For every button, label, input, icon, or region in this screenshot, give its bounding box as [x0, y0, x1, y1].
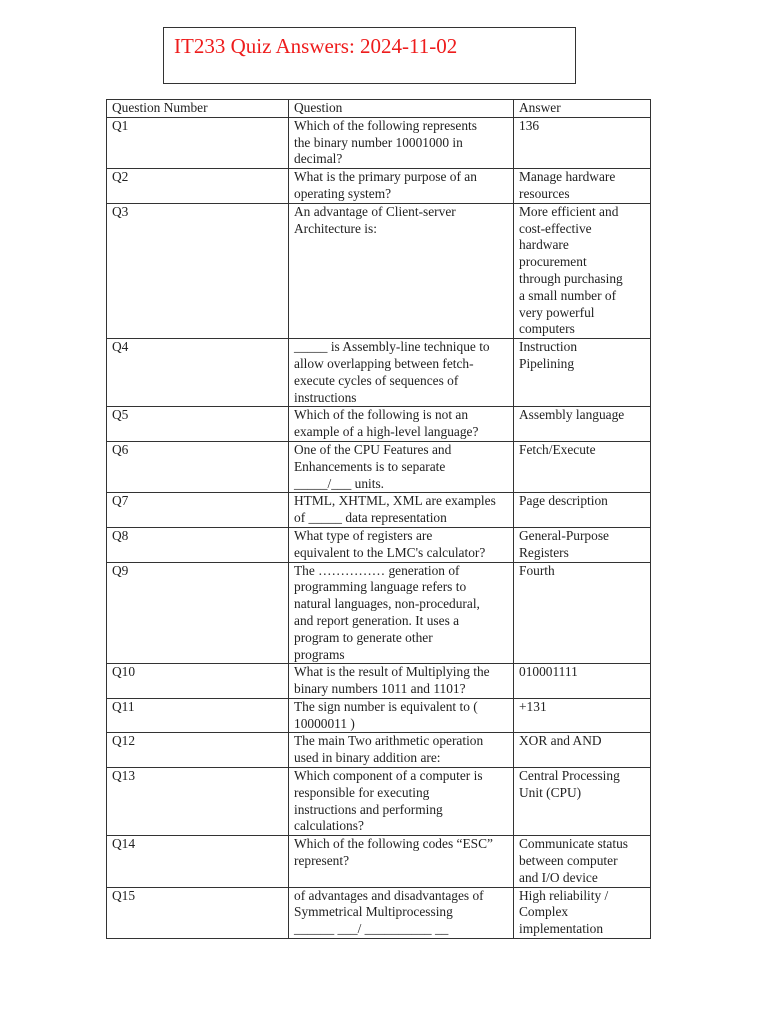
question-cell: What type of registers are equivalent to the LMC's calculator?: [289, 527, 514, 562]
table-row: [107, 339, 651, 407]
question-number-cell: Q9: [107, 562, 289, 664]
answer-cell: Fetch/Execute: [514, 441, 651, 492]
table-row: [107, 664, 651, 699]
question-number-cell: Q10: [107, 664, 289, 699]
question-number-cell: Q15: [107, 887, 289, 938]
answer-cell: High reliability / Complex implementation: [514, 887, 651, 938]
question-cell: HTML, XHTML, XML are examples of _____ data representation: [289, 493, 514, 528]
answer-cell: +131: [514, 698, 651, 733]
table-row: [107, 768, 651, 836]
question-number-cell: Q12: [107, 733, 289, 768]
question-number-cell: Q7: [107, 493, 289, 528]
question-cell: The sign number is equivalent to ( 10000011 ): [289, 698, 514, 733]
answer-cell: Assembly language: [514, 407, 651, 442]
question-number-cell: Q8: [107, 527, 289, 562]
question-cell: Which of the following represents the binary number 10001000 in decimal?: [289, 117, 514, 168]
question-number-cell: Q5: [107, 407, 289, 442]
table-row: [107, 836, 651, 887]
answer-cell: Page description: [514, 493, 651, 528]
question-number-cell: Q4: [107, 339, 289, 407]
answer-cell: Manage hardware resources: [514, 169, 651, 204]
answer-cell: More efficient and cost-effective hardware procurement through purchasing a small number of very powerful computers: [514, 203, 651, 338]
question-number-cell: Q14: [107, 836, 289, 887]
title-box: [163, 27, 576, 84]
table-row: [107, 527, 651, 562]
table-row: [107, 698, 651, 733]
question-cell: An advantage of Client-server Architecture is:: [289, 203, 514, 338]
answer-cell: Central Processing Unit (CPU): [514, 768, 651, 836]
answer-cell: XOR and AND: [514, 733, 651, 768]
question-cell: of advantages and disadvantages of Symmetrical Multiprocessing ______ ___/ __________ __: [289, 887, 514, 938]
table-row: [107, 887, 651, 938]
question-cell: What is the result of Multiplying the binary numbers 1011 and 1101?: [289, 664, 514, 699]
table-row: [107, 169, 651, 204]
answer-cell: Fourth: [514, 562, 651, 664]
answer-cell: Instruction Pipelining: [514, 339, 651, 407]
table-row: [107, 407, 651, 442]
table-row: [107, 562, 651, 664]
question-cell: _____ is Assembly-line technique to allow overlapping between fetch- execute cycles of sequences of instructions: [289, 339, 514, 407]
question-cell: Which of the following is not an example of a high-level language?: [289, 407, 514, 442]
table-row: [107, 441, 651, 492]
question-number-cell: Q13: [107, 768, 289, 836]
question-cell: The main Two arithmetic operation used in binary addition are:: [289, 733, 514, 768]
question-cell: What is the primary purpose of an operating system?: [289, 169, 514, 204]
question-number-cell: Q6: [107, 441, 289, 492]
table-header-row: [107, 100, 651, 118]
answer-cell: General-Purpose Registers: [514, 527, 651, 562]
table-row: [107, 733, 651, 768]
question-number-cell: Q3: [107, 203, 289, 338]
document-title: IT233 Quiz Answers: 2024-11-02: [174, 34, 458, 58]
answer-cell: 010001111: [514, 664, 651, 699]
header-answer: Answer: [514, 100, 651, 118]
question-number-cell: Q11: [107, 698, 289, 733]
answer-cell: 136: [514, 117, 651, 168]
question-cell: The …………… generation of programming language refers to natural languages, non-procedural, and report generation. It uses a program to generate other programs: [289, 562, 514, 664]
table-row: [107, 493, 651, 528]
header-question-number: Question Number: [107, 100, 289, 118]
table-row: [107, 117, 651, 168]
question-cell: Which of the following codes “ESC” represent?: [289, 836, 514, 887]
table-row: [107, 203, 651, 338]
question-number-cell: Q2: [107, 169, 289, 204]
header-question: Question: [289, 100, 514, 118]
question-cell: Which component of a computer is responsible for executing instructions and performing calculations?: [289, 768, 514, 836]
quiz-answers-table: [106, 99, 651, 939]
question-number-cell: Q1: [107, 117, 289, 168]
answer-cell: Communicate status between computer and I/O device: [514, 836, 651, 887]
question-cell: One of the CPU Features and Enhancements is to separate _____/___ units.: [289, 441, 514, 492]
